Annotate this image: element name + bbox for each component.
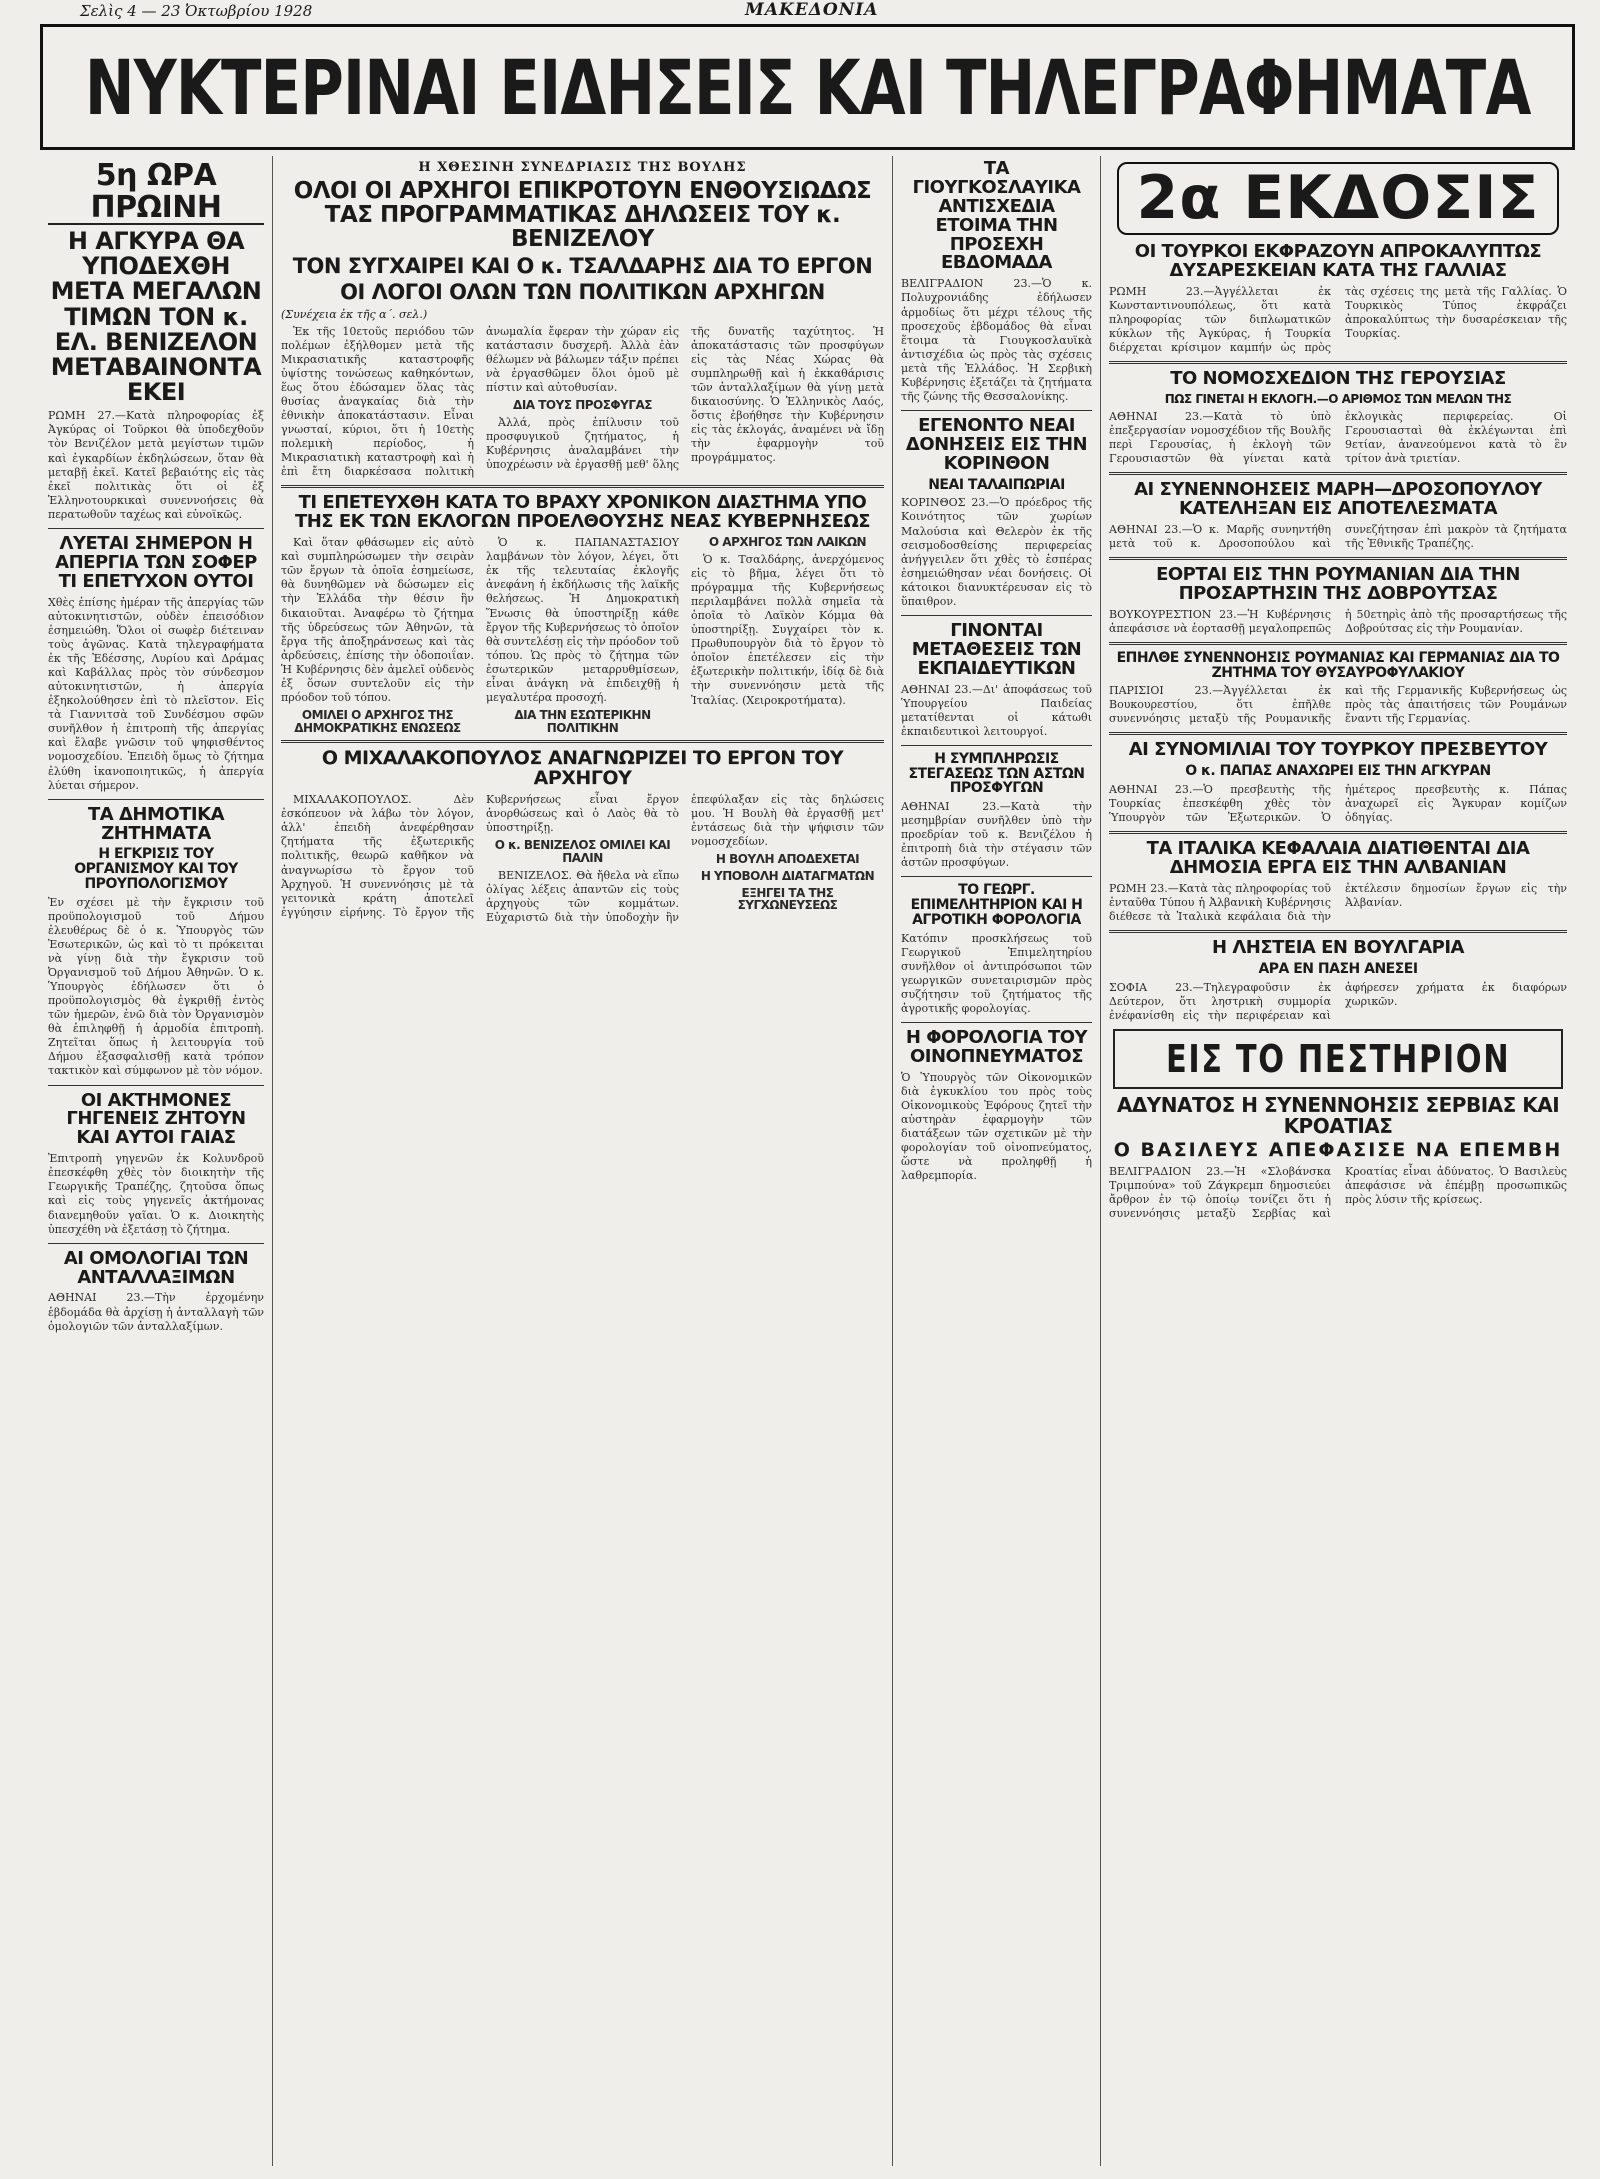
page-date: Σελὶς 4 — 23 Ὀκτωβρίου 1928 [80,2,313,20]
para-d: Ὁ κ. ΠΑΠΑΝΑΣΤΑΣΙΟΥ λαμβάνων τὸν λόγον, λέγει, ὅτι ἐκ τῆς τελευταίας ἐκλογῆς ἀνεφάνη ἡ ἐκδήλωσις τῆς λαϊκῆς θελήσεως. Ἡ Δημοκρατικὴ Ἕνωσις θὰ ὑποστηρίξῃ κάθε ἔργον τῆς Κυβερνήσεως τὸ ὁποῖον θὰ συντελέσῃ εἰς τὴν πρόοδον τοῦ τόπου. Ὡς πρὸς τὸ ζήτημα τῶν ἐσωτερικῶν μεταρρυθμίσεων, εἶναι ἀνάγκη νὰ ἐπιδειχθῇ ἡ μεγαλυτέρα προσοχή. [486,536,679,705]
headline-hardships: ΝΕΑΙ ΤΑΛΑΙΠΩΡΙΑΙ [928,476,1065,493]
article-alcohol-tax: Ὁ Ὑπουργὸς τῶν Οἰκονομικῶν διὰ ἐγκυκλίου του πρὸς τοὺς Οἰκονομικοὺς Ἐφόρους ζητεῖ τὴν αὐστηρὰν ἐφαρμογὴν τῶν διατάξεων τῶν σχετικῶν μὲ τὴν φορολογίαν τοῦ οἰνοπνεύματος, ὥστε νὰ προληφθῇ ἡ λαθρεμπορία. [901,1070,1092,1183]
headline-achievements: ΤΙ ΕΠΕΤΕΥΧΘΗ ΚΑΤΑ ΤΟ ΒΡΑΧΥ ΧΡΟΝΙΚΟΝ ΔΙΑΣΤΗΜΑ ΥΠΟ ΤΗΣ ΕΚ ΤΩΝ ΕΚΛΟΓΩΝ ΠΡΟΕΛΘΟΥΣΗΣ ΝΕΑΣ ΚΥΒΕΡΝΗΣΕΩΣ [294,492,871,533]
para-a: Ἐκ τῆς 10ετοῦς περιόδου τῶν πολέμων ἐξήλθομεν μετὰ τῆς Μικρασιατικῆς καταστροφῆς ὑψίστης τονώσεως καθηκόντων, ἕως ὅτου ἐδώσαμεν ὅλας τὰς θυσίας ἀναγκαίας διὰ τὴν ἐθνικὴν ἀποκατάστασιν. Εἶναι γνωσταί, κύριοι, ὅτι ἡ 10ετὴς πολεμικὴ περίοδος, ἡ Μικρασιατικὴ καταστροφὴ καὶ ἡ ἐπὶ ἔτη διαρκέσασα πολιτικὴ ἀνωμαλία ἔφεραν τὴν χώραν εἰς κατάστασιν δυσχερῆ. Ἀλλὰ ἐὰν θέλωμεν νὰ βάλωμεν τάξιν πρέπει νὰ ἐργασθῶμεν ὅλοι ὁμοῦ μὲ πίστιν καὶ αὐτοθυσίαν. [281,324,679,479]
para-f: ΜΙΧΑΛΑΚΟΠΟΥΛΟΣ. Δὲν ἐσκόπευον νὰ λάβω τὸν λόγον, ἀλλ' ἐπειδὴ ἀνεφέρθησαν ζητήματα τῆς ἐξωτερικῆς πολιτικῆς, θεωρῶ καθῆκον νὰ ἀναγνωρίσω τὸ ἔργον τοῦ Ἀρχηγοῦ. Ἡ συνεννόησις μὲ τὰ γειτονικὰ κράτη ἀποτελεῖ ἐγγύησιν εἰρήνης. Τὸ ἔργον τῆς Κυβερνήσεως εἶναι ἔργον ἀνορθώσεως καὶ ὁ Λαὸς θὰ τὸ ὑποστηρίξῃ. [281,793,679,919]
para-c: Καὶ ὅταν φθάσωμεν εἰς αὐτὸ καὶ συμπληρώσωμεν τὴν σειρὰν τῶν ἔργων τὰ ὁποῖα ἐσημείωσε, θὰ δυνηθῶμεν νὰ δώσωμεν εἰς τὴν Ἑλλάδα τὴν θέσιν ἣν δικαιοῦται. Ἀναφέρω τὸ ζήτημα τῆς ὑδρεύσεως τῶν Ἀθηνῶν, τὰ ἔργα τῆς ἀποξηράνσεως καὶ τὰς ἀρδεύσεις, ἐπίσης τὴν ὀδοποιΐαν. Ἡ Κυβέρνησις δὲν ἀμελεῖ οὐδενὸς ἐξ ὅσων συντελοῦν εἰς τὴν πρόοδον τοῦ τόπου. [281,536,474,705]
article-session-1 [281,325,884,480]
article-landless: Ἐπιτροπὴ γηγενῶν ἐκ Κολυνδροῦ ἐπεσκέφθη χθὲς τὸν διοικητὴν τῆς Γεωργικῆς Τραπέζης, ζητοῦσα ὅπως καὶ εἰς τοὺς γηγενεῖς ἀκτήμονας διανεμηθοῦν γαῖαι. Ὁ κ. Διοικητὴς ὑπεσχέθη νὰ ἐξετάσῃ τὸ ζήτημα. [48,1152,264,1236]
article-chamber-agri: Κατόπιν προσκλήσεως τοῦ Γεωργικοῦ Ἐπιμελητηρίου συνῆλθον οἱ ἀντιπρόσωποι τῶν γεωργικῶν συνεταιρισμῶν πρὸς συζήτησιν τοῦ ζητήματος τῆς ἀγροτικῆς φορολογίας. [901,931,1092,1015]
headline-quakes: ΕΓΕΝΟΝΤΟ ΝΕΑΙ ΔΟΝΗΣΕΙΣ ΕΙΣ ΤΗΝ ΚΟΡΙΝΘΟΝ [905,415,1088,474]
headline-chamber-agri: ΤΟ ΓΕΩΡΓ. ΕΠΙΜΕΛΗΤΗΡΙΟΝ ΚΑΙ Η ΑΓΡΟΤΙΚΗ ΦΟΡΟΛΟΓΙΑ [910,882,1083,928]
headline-transfers: ΓΙΝΟΝΤΑΙ ΜΕΤΑΘΕΣΕΙΣ ΤΩΝ ΕΚΠΑΙΔΕΥΤΙΚΩΝ [911,620,1082,679]
edition-box: 2α ΕΚΔΟΣΙΣ [1117,162,1559,235]
article-bonds: ΑΘΗΝΑΙ 23.—Τὴν ἐρχομένην ἑβδομάδα θὰ ἀρχίσῃ ἡ ἀνταλλαγὴ τῶν ὁμολογιῶν τῶν ἀνταλλαξίμων. [48,1291,264,1333]
article-strike: Χθὲς ἐπίσης ἡμέραν τῆς ἀπεργίας τῶν αὐτοκινητιστῶν, οὐδὲν ἐπεισόδιον ἐσημειώθη. Ὅλοι οἱ σωφὲρ διέτειναν τοὺς ἀγῶνας. Κατὰ τηλεγραφήματα ἐκ τῆς Ἐδέσσης, Λυρίου καὶ Δράμας καὶ Καβάλλας πρὸς τὸν σύνδεσμον αὐτοκινητιστῶν, ἡ ἀπεργία ἐξηκολούθησεν ἐπὶ τὸ πλεῖστον. Εἰς τὰ Γιαννιτσὰ τοῦ Συνδέσμου σφῶν συνῆλθον ἡ ἐπιτροπὴ τῆς ἀπεργίας καὶ ἔλαβε γνῶσιν τοῦ ψηφισθέντος νομοσχεδίου. Ἐπειδὴ ὅμως τὸ ζήτημα ἐλύθη ἱκανοποιητικῶς, ἡ ἀπεργία λύεται σήμερον. [48,595,264,792]
article-session-2 [281,536,884,734]
subhead-internal: ΔΙΑ ΤΗΝ ΕΣΩΤΕΡΙΚΗΝ ΠΟΛΙΤΙΚΗΝ [514,708,651,735]
article-serbia-croatia: ΒΕΛΙΓΡΑΔΙΟΝ 23.—Ἡ «Σλοβάνσκα Τριμπούνα» τοῦ Ζάγκρεμπ δημοσιεύει ἄρθρον ἐν τῷ ὁποίῳ τονίζει ὅτι ἡ συνεννόησις μεταξὺ Σερβίας καὶ Κροατίας εἶναι ἀδύνατος. Ὁ Βασιλεὺς ἀπεφάσισε νὰ ἐπέμβῃ προσωπικῶς πρὸς λύσιν τῆς κρίσεως. [1109,1165,1567,1221]
article-romania: ΒΟΥΚΟΥΡΕΣΤΙΟΝ 23.—Ἡ Κυβέρνησις ἀπεφάσισε νὰ ἑορτασθῇ μεγαλοπρεπῶς ἡ 50ετηρὶς ἀπὸ τῆς προσαρτήσεως τῆς Δοβρούτσας εἰς τὴν Ρουμανίαν. [1109,607,1567,635]
headline-bonds: ΑΙ ΟΜΟΛΟΓΙΑΙ ΤΩΝ ΑΝΤΑΛΛΑΞΙΜΩΝ [63,1247,249,1288]
continuation-note: (Συνέχεια ἐκ τῆς α΄. σελ.) [281,307,428,321]
headline-yugoslav: ΤΑ ΓΙΟΥΓΚΟΣΛΑΥΙΚΑ ΑΝΤΙΣΧΕΔΙΑ ΕΤΟΙΜΑ ΤΗΝ ΠΡΟΣΕΧΗ ΕΒΔΟΜΑΔΑ [912,158,1081,274]
headline-ambassador: ΑΙ ΣΥΝΟΜΙΛΙΑΙ ΤΟΥ ΤΟΥΡΚΟΥ ΠΡΕΣΒΕΥΤΟΥ [1128,739,1548,761]
subhead-democratic: ΟΜΙΛΕΙ Ο ΑΡΧΗΓΟΣ ΤΗΣ ΔΗΜΟΚΡΑΤΙΚΗΣ ΕΝΩΣΕΩΣ [294,708,461,735]
headline-maris: ΑΙ ΣΥΝΕΝΝΟΗΣΕΙΣ ΜΑΡΗ—ΔΡΟΣΟΠΟΥΛΟΥ ΚΑΤΕΛΗΞΑΝ ΕΙΣ ΑΠΟΤΕΛΕΣΜΑΤΑ [1134,478,1542,519]
article-senate: ΑΘΗΝΑΙ 23.—Κατὰ τὸ ὑπὸ ἐπεξεργασίαν νομοσχέδιον τῆς Βουλῆς περὶ Γερουσίας, ἡ ἐκλογὴ τῶν Γερουσιαστῶν θὰ γίνεται κατὰ ἐκλογικὰς περιφερείας. Οἱ Γερουσιασταὶ θὰ ἐκλέγωνται ἐπὶ 9ετίαν, ἀνανεούμενοι κατὰ τὸ ἓν τρίτον ἀνὰ τριετίαν. [1109,409,1567,465]
article-yugoslav: ΒΕΛΙΓΡΑΔΙΟΝ 23.—Ὁ κ. Πολυχρονιάδης ἐδήλωσεν ἁρμοδίως ὅτι μέχρι τέλους τῆς προσεχοῦς ἑβδομάδος θὰ εἶναι ἕτοιμα τὰ Γιουγκοσλαυϊκὰ ἀντισχέδια ὡς πρὸς τὰς σχέσεις μετὰ τῆς Ἑλλάδος. Ἡ Σερβικὴ Κυβέρνησις ἐξετάζει τὰ ζητήματα τῆς ζώνης τῆς Θεσσαλονίκης. [901,277,1092,403]
headline-budget: Η ΕΓΚΡΙΣΙΣ ΤΟΥ ΟΡΓΑΝΙΣΜΟΥ ΚΑΙ ΤΟΥ ΠΡΟΥΠΟΛΟΓΙΣΜΟΥ [74,846,238,892]
headline-5th-hour: 5η ΩΡΑ ΠΡΩΙΝΗ [48,160,264,225]
headline-italian: ΤΑ ΙΤΑΛΙΚΑ ΚΕΦΑΛΑΙΑ ΔΙΑΤΙΘΕΝΤΑΙ ΔΙΑ ΔΗΜΟΣΙΑ ΕΡΓΑ ΕΙΣ ΤΗΝ ΑΛΒΑΝΙΑΝ [1146,838,1530,879]
article-quakes: ΚΟΡΙΝΘΟΣ 23.—Ὁ πρόεδρος τῆς Κοινότητος τῶν χωρίων Μαλούσια καὶ Θελερὸν ἐκ τῆς σεισμοδοσθείσης περιφερείας ἀνήγγειλεν ὅτι χθὲς τὸ ἑσπέρας ἐσημειώθησαν νέαι δονήσεις. Οἱ κάτοικοι διανυκτέρευσαν εἰς τὸ ὕπαιθρον. [901,496,1092,608]
headline-housing: Η ΣΥΜΠΛΗΡΩΣΙΣ ΣΤΕΓΑΣΕΩΣ ΤΩΝ ΑΣΤΩΝ ΠΡΟΣΦΥΓΩΝ [908,751,1085,797]
top-line [40,0,1570,22]
headline-landless: ΟΙ ΑΚΤΗΜΟΝΕΣ ΓΗΓΕΝΕΙΣ ΖΗΤΟΥΝ ΚΑΙ ΑΥΤΟΙ ΓΑΙΑΣ [66,1089,246,1149]
headline-tsaldaris: ΤΟΝ ΣΥΓΧΑΙΡΕΙ ΚΑΙ Ο κ. ΤΣΑΛΔΑΡΗΣ ΔΙΑ ΤΟ ΕΡΓΟΝ [292,254,873,279]
subhead-refugees: ΔΙΑ ΤΟΥΣ ΠΡΟΣΦΥΓΑΣ [513,397,652,412]
subhead-senate: ΠΩΣ ΓΙΝΕΤΑΙ Η ΕΚΛΟΓΗ.—Ο ΑΡΙΘΜΟΣ ΤΩΝ ΜΕΛΩΝ ΤΗΣ [1164,392,1512,407]
headline-strike: ΛΥΕΤΑΙ ΣΗΜΕΡΟΝ Η ΑΠΕΡΓΙΑ ΤΩΝ ΣΟΦΕΡ ΤΙ ΕΠΕΤΥΧΟΝ ΟΥΤΟΙ [55,532,257,592]
column-1 [40,156,273,2166]
subhead-merger: ΕΞΗΓΕΙ ΤΑ ΤΗΣ ΣΥΓΧΩΝΕΥΣΕΩΣ [737,885,838,913]
article-turks-france: ΡΩΜΗ 23.—Ἀγγέλλεται ἐκ Κωνσταντινουπόλεως, ὅτι κατὰ πληροφορίας τῶν διπλωματικῶν κύκλων τῆς Ἀγκύρας, ἡ Τουρκία διέρχεται κρίσιμον καμπήν ὡς πρὸς τὰς σχέσεις της μετὰ τῆς Γαλλίας. Ὁ Τουρκικὸς Τύπος ἐκφράζει ἀπροκαλύπτως τὴν δυσαρέσκειαν τῆς Τουρκίας. [1109,284,1567,355]
headline-municipal: ΤΑ ΔΗΜΟΤΙΚΑ ΖΗΤΗΜΑΤΑ [87,803,225,844]
main-banner [40,24,1575,150]
ornamental-title: ΕΙΣ ΤΟ ΠΕΣΤΗΡΙΟΝ [1165,1037,1511,1082]
article-session-3 [281,793,884,925]
headline-turks-france: ΟΙ ΤΟΥΡΚΟΙ ΕΚΦΡΑΖΟΥΝ ΑΠΡΟΚΑΛΥΠΤΩΣ ΔΥΣΑΡΕΣΚΕΙΑΝ ΚΑΤΑ ΤΗΣ ΓΑΛΛΙΑΣ [1134,241,1542,281]
headline-romania: ΕΟΡΤΑΙ ΕΙΣ ΤΗΝ ΡΟΥΜΑΝΙΑΝ ΔΙΑ ΤΗΝ ΠΡΟΣΑΡΤΗΣΙΝ ΤΗΣ ΔΟΒΡΟΥΤΣΑΣ [1156,563,1520,604]
headline-senate: ΤΟ ΝΟΜΟΣΧΕΔΙΟΝ ΤΗΣ ΓΕΡΟΥΣΙΑΣ [1170,368,1506,390]
column-4 [1101,156,1575,2166]
article-italian: ΡΩΜΗ 23.—Κατὰ τὰς πληροφορίας τοῦ ἐνταῦθα Τύπου ἡ Ἀλβανικὴ Κυβέρνησις διέθεσε τὰ Ἰταλικὰ κεφάλαια διὰ τὴν ἐκτέλεσιν δημοσίων ἔργων εἰς τὴν Ἀλβανίαν. [1109,882,1567,924]
headline-king: Ο ΒΑΣΙΛΕΥΣ ΑΠΕΦΑΣΙΣΕ ΝΑ ΕΠΕΜΒΗ [1113,1139,1563,1162]
column-3 [893,156,1101,2166]
kicker-parliament: Η ΧΘΕΣΙΝΗ ΣΥΝΕΔΡΙΑΣΙΣ ΤΗΣ ΒΟΥΛΗΣ [418,160,747,175]
article-ambassador: ΑΘΗΝΑΙ 23.—Ὁ πρεσβευτὴς τῆς Τουρκίας ἐπεσκέφθη χθὲς τὸν Ὑπουργὸν τῶν Ἐξωτερικῶν. Ὁ ἡμέτερος πρεσβευτὴς κ. Πάπας ἀναχωρεῖ εἰς Ἄγκυραν κομίζων ὁδηγίας. [1109,783,1567,825]
column-2 [273,156,893,2166]
subhead-chamber: Η ΒΟΥΛΗ ΑΠΟΔΕΧΕΤΑΙ [715,852,860,867]
headline-angyra: Η ΑΓΚΥΡΑ ΘΑ ΥΠΟΔΕΧΘΗ ΜΕΤΑ ΜΕΓΑΛΩΝ ΤΙΜΩΝ ΤΟΝ κ. ΕΛ. ΒΕΝΙΖΕΛΟΝ ΜΕΤΑΒΑΙΝΟΝΤΑ ΕΚΕΙ [50,227,262,407]
para-g: ΒΕΝΙΖΕΛΟΣ. Θὰ ἤθελα νὰ εἴπω ὀλίγας λέξεις ἀπαντῶν εἰς τοὺς ἀρχηγοὺς τῶν κομμάτων. Εὐχαριστῶ διὰ τὴν ὑποδοχὴν ἣν ἐπεφύλαξαν εἰς τὰς δηλώσεις μου. Ἡ Βουλὴ θὰ ἐργασθῇ μετ' ἐντάσεως διὰ τὴν ψήφισιν τῶν νομοσχεδίων. [486,793,884,924]
article-municipal: Ἐν σχέσει μὲ τὴν ἔγκρισιν τοῦ προϋπολογισμοῦ τοῦ Δήμου ἐλευθέρως δὲ ὁ κ. Ὑπουργὸς τῶν Ἐσωτερικῶν, ὡς καὶ τὸ τι πρόκειται νὰ γίνῃ διὰ τὴν ἔγκρισιν τοῦ Ὀργανισμοῦ τοῦ Δήμου Ἀθηνῶν. Ὁ κ. Ὑπουργὸς ἐδήλωσεν ὅτι ὁ προϋπολογισμὸς θὰ ἐγκριθῇ ἐντὸς τῶν ἡμερῶν, ἐνῶ διὰ τὸν Ὀργανισμὸν θὰ ἐπιληφθῇ ἡ ἁρμοδία ἐπιτροπὴ. Ζητεῖται ὅπως ἡ λειτουργία τοῦ Δήμου ἐξασφαλισθῇ κατὰ τρόπον τακτικὸν καὶ σύμφωνον μὲ τὸν νόμον. [48,895,264,1078]
subhead-decrees: Η ΥΠΟΒΟΛΗ ΔΙΑΤΑΓΜΑΤΩΝ [700,869,875,884]
headline-bulgaria: Η ΛΗΣΤΕΙΑ ΕΝ ΒΟΥΛΓΑΡΙΑ [1212,937,1464,959]
subhead-populists: Ο ΑΡΧΗΓΟΣ ΤΩΝ ΛΑΙΚΩΝ [708,535,867,550]
article-angyra: ΡΩΜΗ 27.—Κατὰ πληροφορίας ἐξ Ἀγκύρας οἱ Τοῦρκοι θὰ ὑποδεχθοῦν τὸν Βενιζέλον μετὰ μεγίστων τιμῶν καὶ ἐγκαρδίων ἐκδηλώσεων, ὅταν θὰ μεταβῇ ἐκεῖ. Κατεῖ βεβαιότης εἰς τὰς ἐκεῖ πολιτικὰς ὅτι οἱ ἐξ Ἑλληνοτουρκικαὶ συνεννοήσεις θὰ περατωθοῦν ταχέως καὶ εὐνοϊκῶς. [48,409,264,521]
subhead-venizelos: Ο κ. ΒΕΝΙΖΕΛΟΣ ΟΜΙΛΕΙ ΚΑΙ ΠΑΛΙΝ [494,838,671,865]
headline-serbia-croatia: ΑΔΥΝΑΤΟΣ Η ΣΥΝΕΝΝΟΗΣΙΣ ΣΕΡΒΙΑΣ ΚΑΙ ΚΡΟΑΤΙΑΣ [1116,1093,1560,1139]
para-e: Ὁ κ. Τσαλδάρης, ἀνερχόμενος εἰς τὸ βῆμα, λέγει ὅτι τὸ πρόγραμμα τῆς Κυβερνήσεως περιλαμβάνει πολλὰ σημεῖα τὰ ὁποῖα τὸ Λαϊκὸν Κόμμα θὰ ὑποστηρίξῃ. Συγχαίρει τὸν κ. Πρωθυπουργὸν διὰ τὸ ἔργον τὸ ὁποῖον ἐπετέλεσεν εἰς τὴν ἐξωτερικὴν πολιτικήν, ἰδίᾳ δὲ διὰ τὴν συνεννόησιν μετὰ τῆς Ἰταλίας. (Χειροκροτήματα). [691,552,884,707]
subhead-papas: Ο κ. ΠΑΠΑΣ ΑΝΑΧΩΡΕΙ ΕΙΣ ΤΗΝ ΑΓΚΥΡΑΝ [1185,763,1491,780]
article-transfers: ΑΘΗΝΑΙ 23.—Δι' ἀποφάσεως τοῦ Ὑπουργείου Παιδείας μετατίθενται οἱ κάτωθι ἐκπαιδευτικοὶ λειτουργοί. [901,682,1092,738]
headline-michalakopoulos: Ο ΜΙΧΑΛΑΚΟΠΟΥΛΟΣ ΑΝΑΓΝΩΡΙΖΕΙ ΤΟ ΕΡΓΟΝ ΤΟΥ ΑΡΧΗΓΟΥ [321,747,844,790]
ornamental-box [1113,1029,1563,1089]
article-maris: ΑΘΗΝΑΙ 23.—Ὁ κ. Μαρῆς συνηντήθη μετὰ τοῦ κ. Δροσοπούλου καὶ συνεζήτησαν ἐπὶ μακρὸν τὰ ζητήματα τῆς Ἐθνικῆς Τραπέζης. [1109,522,1567,550]
para-b: Ἀλλά, πρὸς ἐπίλυσιν τοῦ προσφυγικοῦ ζητήματος, ἡ Κυβέρνησις ἀναλαμβάνει τὴν ὑποχρέωσιν νὰ ἐργασθῇ μεθ' ὅλης τῆς δυνατῆς ταχύτητος. Ἡ ἀποκατάστασις τῶν προσφύγων εἰς τὰς Νέας Χώρας θὰ συμπληρωθῇ καὶ ἡ ἐκκαθάρισις τῶν ἀνταλλαξίμων θὰ γίνῃ μετὰ δικαιοσύνης. Ὁ Ἑλληνικὸς Λαός, ὅστις ἐβοήθησε τὴν Κυβέρνησιν εἰς τὰς ἐκλογάς, ἀναμένει νὰ ἴδῃ τὴν ἐφαρμογὴν τοῦ προγράμματος. [486,324,884,471]
masthead: ΜΑΚΕΔΟΝΙΑ [745,0,879,20]
article-bulgaria: ΣΟΦΙΑ 23.—Τηλεγραφοῦσιν ἐκ Δεύτερον, ὅτι ληστρικὴ συμμορία ἐνέφανίσθη εἰς τὴν περιφέρειαν καὶ ἀφήρεσεν χρήματα ἐκ διαφόρων χωρικῶν. [1109,980,1567,1023]
article-housing: ΑΘΗΝΑΙ 23.—Κατὰ τὴν μεσημβρίαν συνῆλθεν ὑπὸ τὴν προεδρίαν τοῦ κ. Βενιζέλου ἡ ἐπιτροπὴ διὰ τὴν στέγασιν τῶν ἀστῶν προσφύγων. [901,800,1092,870]
headline-speeches: ΟΙ ΛΟΓΟΙ ΟΛΩΝ ΤΩΝ ΠΟΛΙΤΙΚΩΝ ΑΡΧΗΓΩΝ [340,280,825,305]
article-germany: ΠΑΡΙΣΙΟΙ 23.—Ἀγγέλλεται ἐκ Βουκουρεστίου, ὅτι ἐπῆλθε συνεννόησις μεταξὺ τῆς Ρουμανικῆς καὶ τῆς Γερμανικῆς Κυβερνήσεως ὡς πρὸς τὰς ἀπαιτήσεις τῶν Ρουμάνων ἔναντι τῆς Γερμανίας. [1109,684,1567,726]
banner-title: ΝΥΚΤΕΡΙΝΑΙ ΕΙΔΗΣΕΙΣ ΚΑΙ ΤΗΛΕΓΡΑΦΗΜΑΤΑ [84,42,1531,132]
headline-germany: ΕΠΗΛΘΕ ΣΥΝΕΝΝΟΗΣΙΣ ΡΟΥΜΑΝΙΑΣ ΚΑΙ ΓΕΡΜΑΝΙΑΣ ΔΙΑ ΤΟ ΖΗΤΗΜΑ ΤΟΥ ΘΥΣΑΥΡΟΦΥΛΑΚΙΟΥ [1116,649,1560,681]
headline-alcohol-tax: Η ΦΟΡΟΛΟΓΙΑ ΤΟΥ ΟΙΝΟΠΝΕΥΜΑΤΟΣ [905,1027,1088,1067]
subhead-bulgaria: ΑΡΑ ΕΝ ΠΑΣΗ ΑΝΕΣΕΙ [1258,961,1418,978]
headline-leaders: ΟΛΟΙ ΟΙ ΑΡΧΗΓΟΙ ΕΠΙΚΡΟΤΟΥΝ ΕΝΘΟΥΣΙΩΔΩΣ ΤΑΣ ΠΡΟΓΡΑΜΜΑΤΙΚΑΣ ΔΗΛΩΣΕΙΣ ΤΟΥ κ. ΒΕΝΙΖΕΛΟΥ [293,178,872,253]
